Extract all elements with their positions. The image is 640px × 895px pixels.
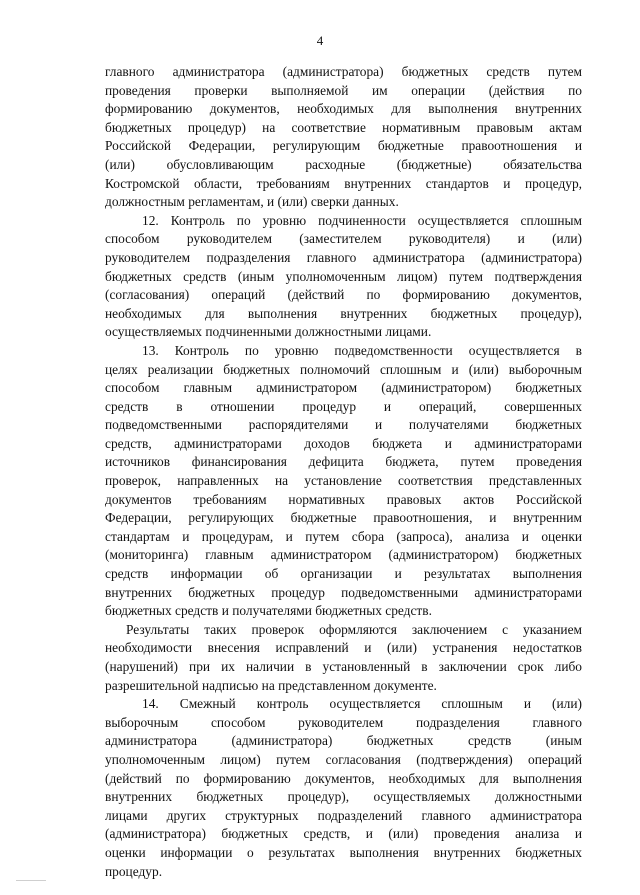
text-line: (или) обусловливающим расходные (бюджетные) обязательства <box>105 156 582 172</box>
text-line: средств информации об организации и результатах выполнения <box>105 566 582 582</box>
text-line: Результаты таких проверок оформляются заключением с указанием <box>126 621 582 637</box>
text-line: необходимости внесения исправлений и (или) устранения недостатков <box>105 640 582 656</box>
text-line: бюджетных средств (иным уполномоченным лицом) путем подтверждения <box>105 268 582 284</box>
text-line: подведомственными распорядителями и получателями бюджетных <box>105 417 582 433</box>
text-line: руководителем подразделения главного администратора (администратора) <box>105 249 582 265</box>
text-line: способом главным администратором (администратором) бюджетных <box>105 380 582 396</box>
text-line: 13. Контроль по уровню подведомственности осуществляется в <box>142 342 582 358</box>
text-line: осуществляемых подчиненными должностными лицами. <box>105 324 432 340</box>
text-line: оценки информации о результатах выполнения внутренних бюджетных <box>105 844 582 860</box>
text-line: процедур. <box>105 863 163 879</box>
text-line: документов требованиям нормативных правовых актов Российской <box>105 491 582 507</box>
text-line: средств, администраторами доходов бюджета и администраторами <box>105 435 582 451</box>
text-line: лицами других структурных подразделений главного администратора <box>105 807 582 823</box>
text-line: необходимых для выполнения внутренних бюджетных процедур), <box>105 305 582 321</box>
text-line: Федерации, регулирующих бюджетные правоотношения, и внутренним <box>105 510 582 526</box>
text-line: главного администратора (администратора) бюджетных средств путем <box>105 64 582 79</box>
text-line: 14. Смежный контроль осуществляется сплошным и (или) <box>142 696 582 712</box>
text-line: (согласования) операций (действий по формированию документов, <box>105 287 582 303</box>
text-line: стандартам и процедурам, и путем сбора (запроса), анализа и оценки <box>105 528 582 544</box>
text-line: Костромской области, требованиям внутренних стандартов и процедур, <box>105 175 582 191</box>
text-line: администратора (администратора) бюджетных средств (иным <box>105 733 582 749</box>
text-line: внутренних бюджетных процедур), осуществляемых должностными <box>105 789 582 805</box>
text-line: целях реализации бюджетных полномочий сплошным и (или) выборочным <box>105 361 582 377</box>
text-line: выборочным способом руководителем подразделения главного <box>105 714 582 730</box>
text-line: уполномоченным лицом) путем согласования (подтверждения) операций <box>105 751 582 767</box>
text-line: формированию документов, необходимых для выполнения внутренних <box>105 101 582 117</box>
text-line: бюджетных средств и получателями бюджетных средств. <box>105 603 432 619</box>
text-line: способом руководителем (заместителем руководителя) и (или) <box>105 231 582 247</box>
text-line: 12. Контроль по уровню подчиненности осуществляется сплошным <box>142 212 582 228</box>
text-line: проведения проверки выполняемой им операции (действия по <box>105 82 582 98</box>
text-line: (мониторинга) главным администратором (администратором) бюджетных <box>105 547 582 563</box>
text-line: разрешительной надписью на представленном документе. <box>105 677 437 693</box>
document-body-text <box>105 63 582 881</box>
text-line: проверок, направленных на установление соответствия представленных <box>105 473 582 489</box>
page-number: 4 <box>316 33 324 48</box>
scan-edge-mark <box>16 880 46 881</box>
text-line: средств в отношении процедур и операций, совершенных <box>105 398 582 414</box>
text-line: бюджетных процедур) на соответствие нормативным правовым актам <box>105 119 582 135</box>
text-line: (нарушений) при их наличии в установленный в заключении срок либо <box>105 659 582 674</box>
text-line: (администратора) бюджетных средств, и (или) проведения анализа и <box>105 826 582 842</box>
text-line: (действий по формированию документов, необходимых для выполнения <box>105 770 582 786</box>
text-line: должностным регламентам, и (или) сверки данных. <box>105 194 399 210</box>
text-line: Российской Федерации, регулирующим бюджетные правоотношения и <box>105 138 582 154</box>
text-line: источников финансирования дефицита бюджета, путем проведения <box>105 454 582 470</box>
text-line: внутренних бюджетных процедур подведомственными администраторами <box>105 584 582 600</box>
